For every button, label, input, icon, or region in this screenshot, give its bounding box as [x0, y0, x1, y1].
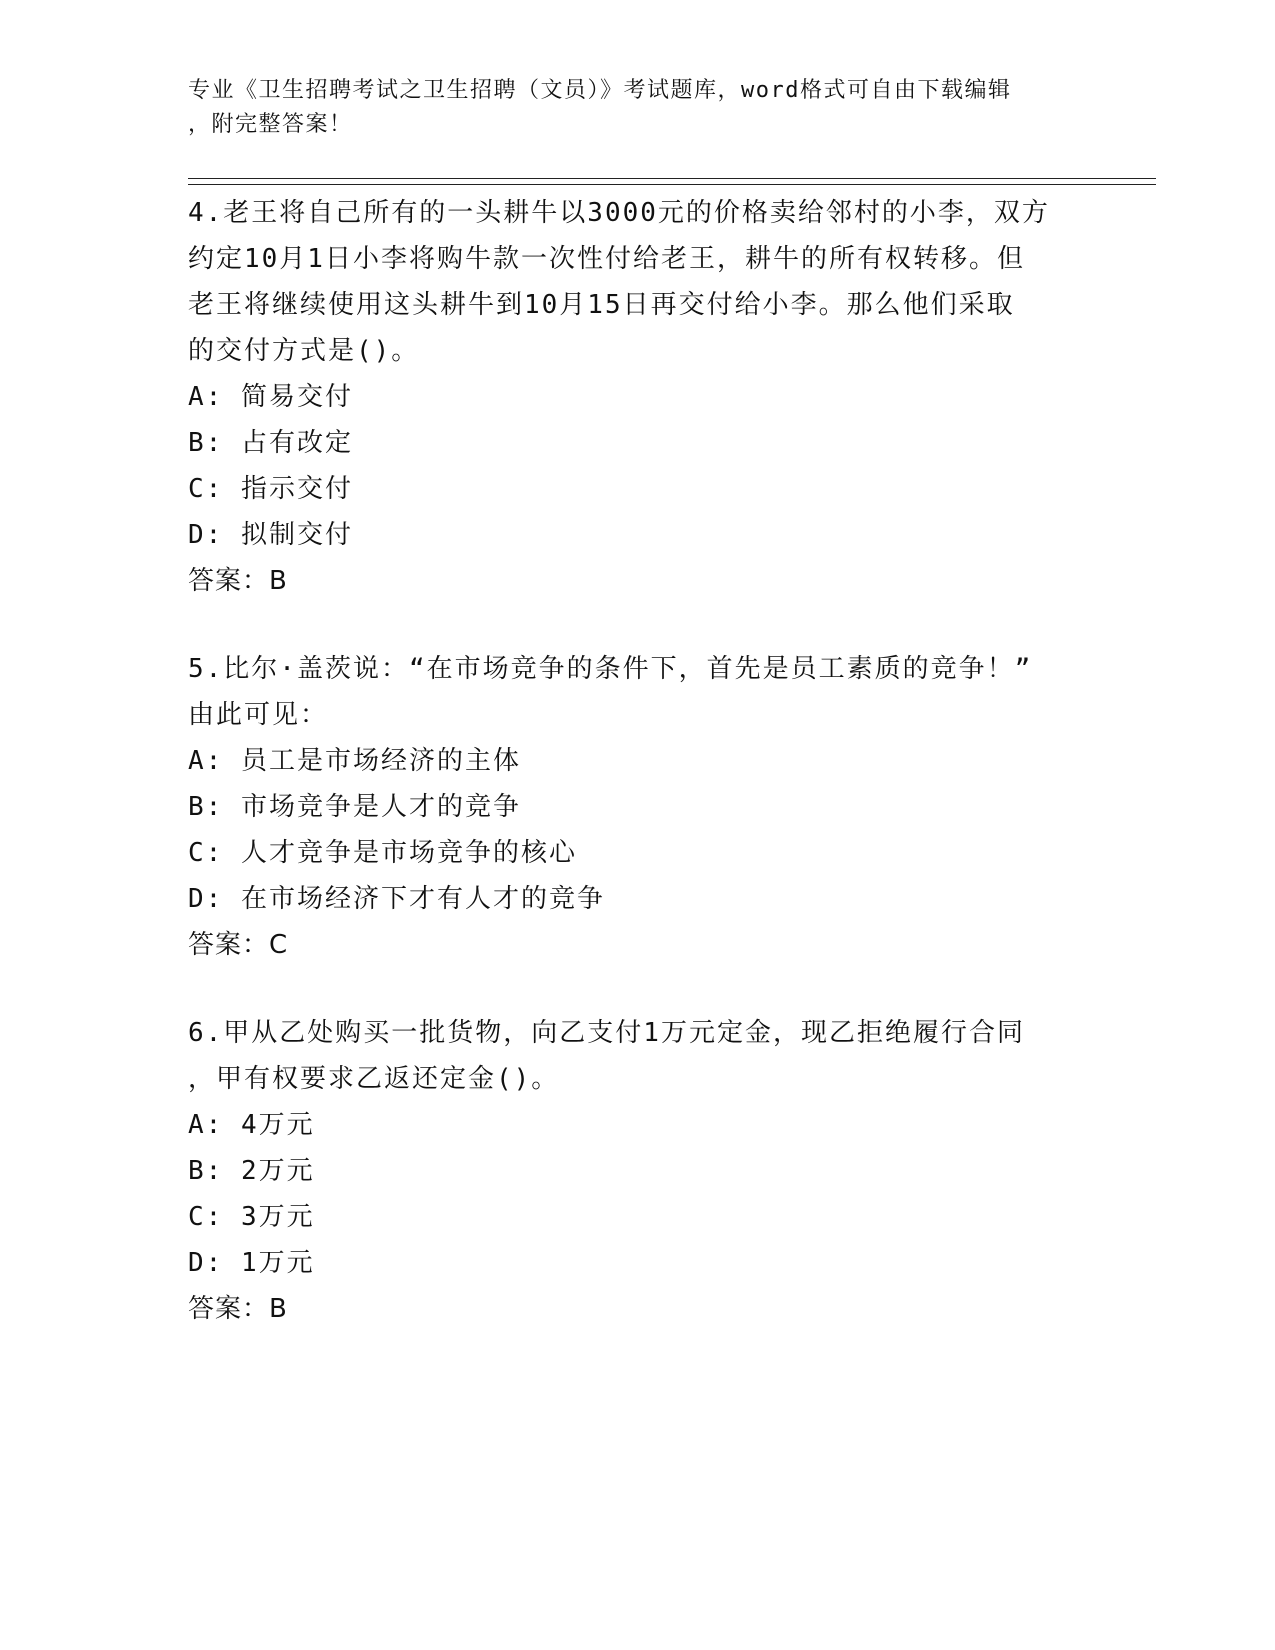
- option-d: D: 在市场经济下才有人才的竞争: [188, 884, 605, 914]
- option-b: B: 2万元: [188, 1156, 315, 1186]
- question-5: [188, 646, 1088, 968]
- document-header: [188, 74, 1088, 142]
- stem-line: 4.老王将自己所有的一头耕牛以3000元的价格卖给邻村的小李，双方: [188, 198, 1050, 228]
- stem-line: 6.甲从乙处购买一批货物，向乙支付1万元定金，现乙拒绝履行合同: [188, 1018, 1025, 1048]
- header-line-1: 专业《卫生招聘考试之卫生招聘（文员）》考试题库，word格式可自由下载编辑: [188, 78, 1012, 103]
- option-c: C: 3万元: [188, 1202, 315, 1232]
- option-b: B: 占有改定: [188, 428, 353, 458]
- option-d: D: 拟制交付: [188, 520, 353, 550]
- option-b: B: 市场竞争是人才的竞争: [188, 792, 521, 822]
- question-4: [188, 190, 1088, 604]
- question-stem: [188, 190, 1088, 374]
- stem-line: ，甲有权要求乙返还定金()。: [188, 1064, 560, 1094]
- option-c: C: 指示交付: [188, 474, 353, 504]
- stem-line: 5.比尔·盖茨说：“在市场竞争的条件下，首先是员工素质的竞争！”: [188, 654, 1033, 684]
- answer-text: 答案：C: [188, 930, 289, 960]
- question-list: [188, 190, 1088, 1374]
- header-divider-top: [188, 178, 1156, 179]
- option-a: A: 简易交付: [188, 382, 353, 412]
- option-a: A: 4万元: [188, 1110, 315, 1140]
- option-a: A: 员工是市场经济的主体: [188, 746, 521, 776]
- header-divider-bottom: [188, 184, 1156, 185]
- answer-text: 答案：B: [188, 566, 288, 596]
- question-stem: [188, 1010, 1088, 1102]
- header-line-2: ，附完整答案！: [188, 112, 353, 137]
- answer-text: 答案：B: [188, 1294, 288, 1324]
- question-stem: [188, 646, 1088, 738]
- stem-line: 约定10月1日小李将购牛款一次性付给老王，耕牛的所有权转移。但: [188, 244, 1025, 274]
- option-c: C: 人才竞争是市场竞争的核心: [188, 838, 577, 868]
- question-6: [188, 1010, 1088, 1332]
- stem-line: 的交付方式是()。: [188, 336, 420, 366]
- stem-line: 由此可见：: [188, 700, 329, 730]
- option-d: D: 1万元: [188, 1248, 315, 1278]
- stem-line: 老王将继续使用这头耕牛到10月15日再交付给小李。那么他们采取: [188, 290, 1015, 320]
